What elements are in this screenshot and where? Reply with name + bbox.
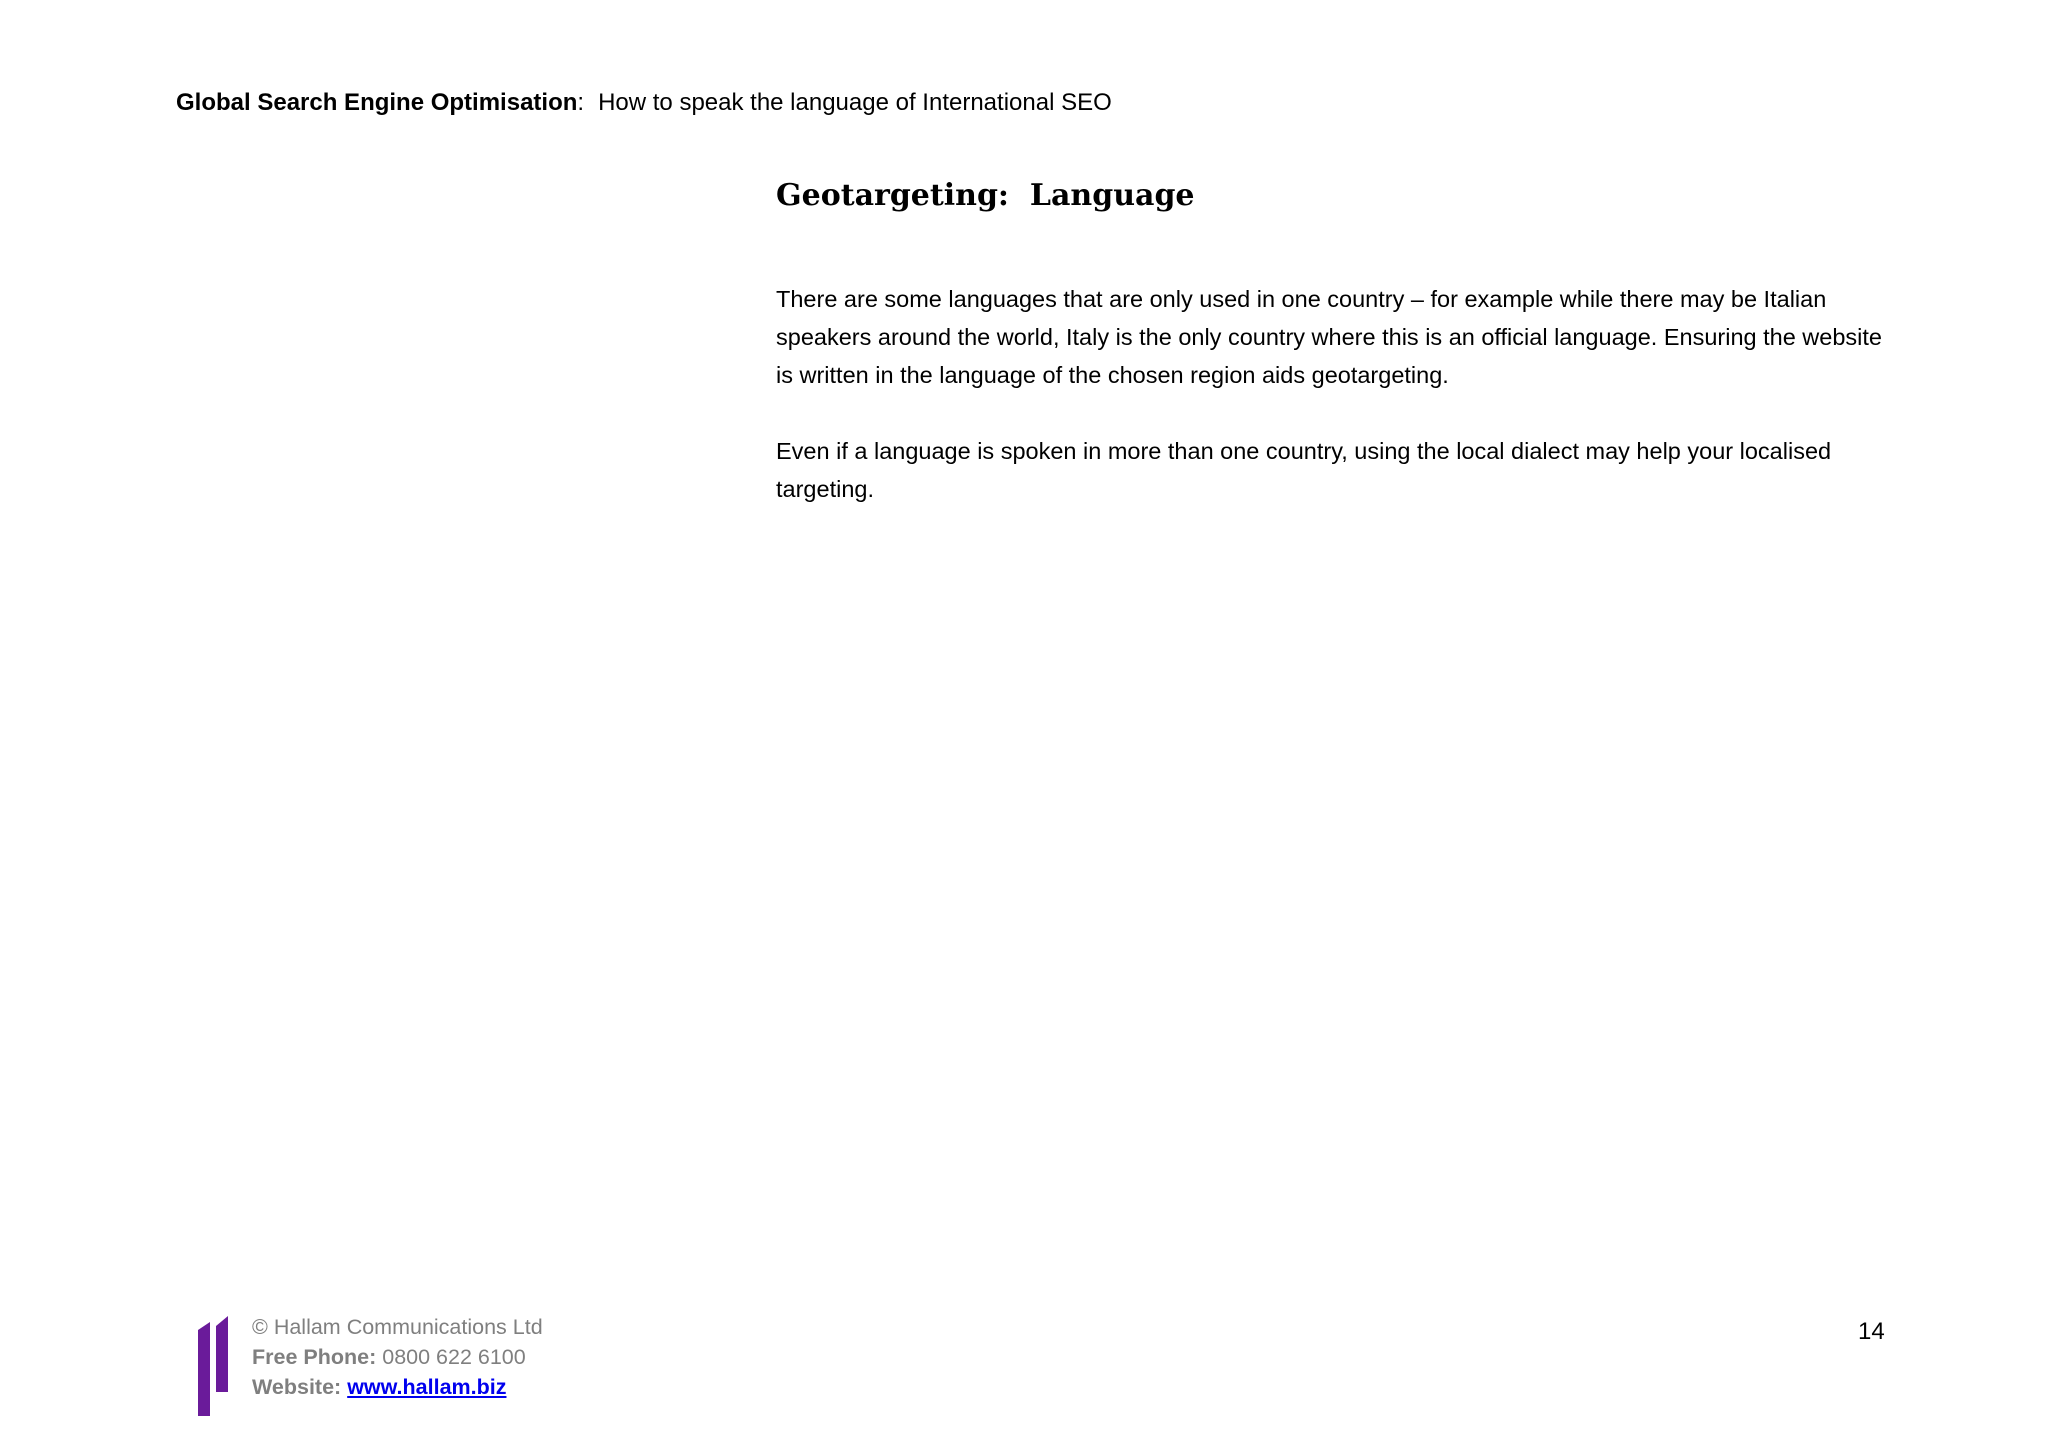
footer-website-link[interactable]: www.hallam.biz xyxy=(347,1375,507,1399)
section-body xyxy=(776,280,1886,546)
document-title: Global Search Engine Optimisation xyxy=(176,89,578,116)
body-paragraph: Even if a language is spoken in more than one country, using the local dialect may help your localised targeting. xyxy=(776,438,1832,502)
running-header xyxy=(176,86,1112,120)
hallam-logo-icon xyxy=(196,1316,228,1416)
document-subtitle: How to speak the language of International SEO xyxy=(598,89,1112,116)
footer-website-label: Website: xyxy=(252,1375,342,1399)
footer-phone-number: 0800 622 6100 xyxy=(382,1345,526,1369)
body-paragraph: There are some languages that are only used in one country – for example while there may be Italian speakers around the world, Italy is the only country where this is an official language. Ensuring the website is written in the language of the chosen region aids geotargeting. xyxy=(776,286,1882,388)
footer-website-line xyxy=(252,1372,543,1402)
footer-phone-label: Free Phone: xyxy=(252,1345,377,1369)
header-separator: : xyxy=(577,89,585,116)
footer-contact xyxy=(252,1312,543,1402)
section-heading: Geotargeting: Language xyxy=(776,178,1195,213)
footer-copyright: © Hallam Communications Ltd xyxy=(252,1315,543,1339)
page-number: 14 xyxy=(1858,1318,1885,1345)
footer-phone-line xyxy=(252,1342,543,1372)
